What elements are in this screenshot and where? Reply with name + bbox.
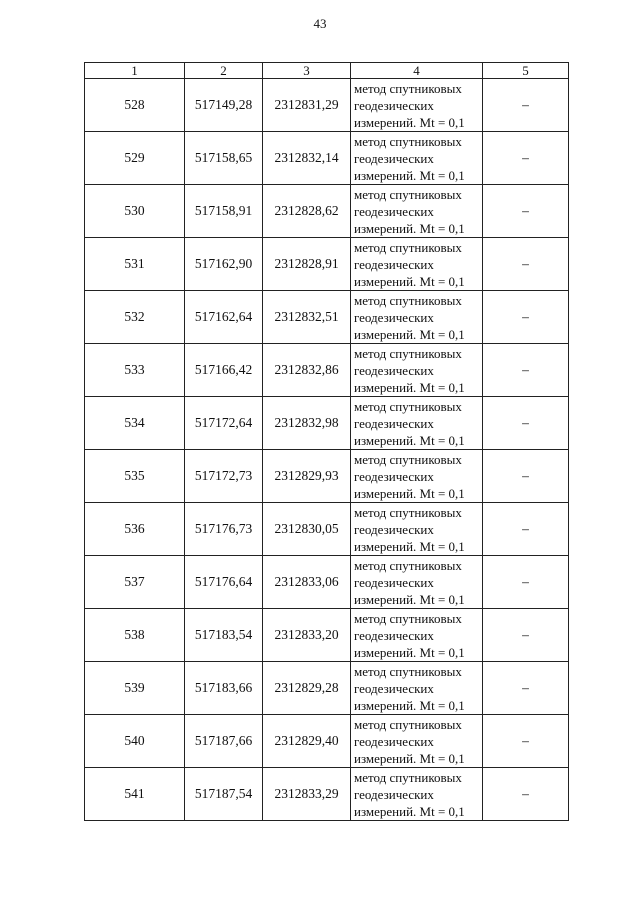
point-cell: 531 (85, 238, 185, 291)
method-text-line: геодезических (354, 627, 434, 643)
coordinates-table (84, 62, 569, 821)
point-cell: 528 (85, 79, 185, 132)
column-header-1: 1 (85, 63, 185, 79)
table-row (85, 132, 569, 185)
table-row (85, 397, 569, 450)
method-text-line: геодезических (354, 97, 434, 113)
point-cell: 538 (85, 609, 185, 662)
method-text-line: измерений. Mt = 0,1 (354, 803, 465, 819)
y-coordinate-cell: 2312832,86 (263, 344, 351, 397)
note-cell: – (483, 609, 569, 662)
page-number: 43 (313, 16, 327, 31)
method-text-line: геодезических (354, 574, 434, 590)
point-cell: 530 (85, 185, 185, 238)
column-header-2: 2 (185, 63, 263, 79)
table-row (85, 662, 569, 715)
note-cell: – (483, 450, 569, 503)
x-coordinate-cell: 517158,65 (185, 132, 263, 185)
x-coordinate-cell: 517162,90 (185, 238, 263, 291)
x-coordinate-cell: 517187,66 (185, 715, 263, 768)
note-cell: – (483, 503, 569, 556)
method-text-line: метод спутниковых (354, 769, 462, 785)
y-coordinate-cell: 2312828,91 (263, 238, 351, 291)
method-text-line: геодезических (354, 468, 434, 484)
table-row (85, 79, 569, 132)
method-text-line: геодезических (354, 203, 434, 219)
method-text-line: метод спутниковых (354, 239, 462, 255)
note-cell: – (483, 344, 569, 397)
method-cell (351, 344, 483, 397)
point-cell: 534 (85, 397, 185, 450)
y-coordinate-cell: 2312830,05 (263, 503, 351, 556)
method-text-line: геодезических (354, 256, 434, 272)
method-cell (351, 503, 483, 556)
point-cell: 529 (85, 132, 185, 185)
table-row (85, 450, 569, 503)
table-row (85, 291, 569, 344)
method-text-line: метод спутниковых (354, 663, 462, 679)
point-cell: 532 (85, 291, 185, 344)
table-header-row (85, 63, 569, 79)
note-cell: – (483, 768, 569, 821)
point-cell: 541 (85, 768, 185, 821)
method-text-line: измерений. Mt = 0,1 (354, 220, 465, 236)
method-text-line: геодезических (354, 362, 434, 378)
method-text-line: геодезических (354, 150, 434, 166)
method-text-line: измерений. Mt = 0,1 (354, 750, 465, 766)
x-coordinate-cell: 517176,64 (185, 556, 263, 609)
x-coordinate-cell: 517172,64 (185, 397, 263, 450)
table-row (85, 344, 569, 397)
method-text-line: метод спутниковых (354, 716, 462, 732)
method-cell (351, 397, 483, 450)
x-coordinate-cell: 517176,73 (185, 503, 263, 556)
note-cell: – (483, 79, 569, 132)
y-coordinate-cell: 2312828,62 (263, 185, 351, 238)
method-cell (351, 238, 483, 291)
note-cell: – (483, 291, 569, 344)
x-coordinate-cell: 517162,64 (185, 291, 263, 344)
method-text-line: измерений. Mt = 0,1 (354, 538, 465, 554)
point-cell: 533 (85, 344, 185, 397)
method-cell (351, 662, 483, 715)
method-text-line: измерений. Mt = 0,1 (354, 485, 465, 501)
table-row (85, 609, 569, 662)
table-row (85, 185, 569, 238)
method-text-line: метод спутниковых (354, 345, 462, 361)
method-text-line: измерений. Mt = 0,1 (354, 167, 465, 183)
column-header-3: 3 (263, 63, 351, 79)
method-text-line: измерений. Mt = 0,1 (354, 591, 465, 607)
method-text-line: метод спутниковых (354, 451, 462, 467)
y-coordinate-cell: 2312832,14 (263, 132, 351, 185)
y-coordinate-cell: 2312831,29 (263, 79, 351, 132)
method-text-line: метод спутниковых (354, 133, 462, 149)
method-text-line: геодезических (354, 680, 434, 696)
method-text-line: метод спутниковых (354, 292, 462, 308)
table-row (85, 503, 569, 556)
x-coordinate-cell: 517187,54 (185, 768, 263, 821)
method-text-line: измерений. Mt = 0,1 (354, 432, 465, 448)
method-text-line: измерений. Mt = 0,1 (354, 273, 465, 289)
y-coordinate-cell: 2312833,29 (263, 768, 351, 821)
method-text-line: измерений. Mt = 0,1 (354, 326, 465, 342)
x-coordinate-cell: 517166,42 (185, 344, 263, 397)
method-text-line: метод спутниковых (354, 504, 462, 520)
table-row (85, 768, 569, 821)
method-text-line: измерений. Mt = 0,1 (354, 114, 465, 130)
x-coordinate-cell: 517149,28 (185, 79, 263, 132)
point-cell: 536 (85, 503, 185, 556)
note-cell: – (483, 662, 569, 715)
method-text-line: метод спутниковых (354, 610, 462, 626)
method-text-line: метод спутниковых (354, 80, 462, 96)
table-row (85, 238, 569, 291)
note-cell: – (483, 185, 569, 238)
table-row (85, 556, 569, 609)
x-coordinate-cell: 517158,91 (185, 185, 263, 238)
note-cell: – (483, 132, 569, 185)
method-cell (351, 609, 483, 662)
note-cell: – (483, 397, 569, 450)
point-cell: 537 (85, 556, 185, 609)
y-coordinate-cell: 2312829,93 (263, 450, 351, 503)
column-header-5: 5 (483, 63, 569, 79)
method-cell (351, 185, 483, 238)
y-coordinate-cell: 2312832,51 (263, 291, 351, 344)
x-coordinate-cell: 517183,54 (185, 609, 263, 662)
method-cell (351, 715, 483, 768)
method-cell (351, 132, 483, 185)
y-coordinate-cell: 2312833,20 (263, 609, 351, 662)
method-text-line: геодезических (354, 786, 434, 802)
note-cell: – (483, 715, 569, 768)
y-coordinate-cell: 2312829,40 (263, 715, 351, 768)
point-cell: 535 (85, 450, 185, 503)
note-cell: – (483, 238, 569, 291)
note-cell: – (483, 556, 569, 609)
method-cell (351, 556, 483, 609)
method-text-line: метод спутниковых (354, 398, 462, 414)
method-text-line: метод спутниковых (354, 557, 462, 573)
method-text-line: измерений. Mt = 0,1 (354, 697, 465, 713)
y-coordinate-cell: 2312833,06 (263, 556, 351, 609)
method-text-line: геодезических (354, 309, 434, 325)
y-coordinate-cell: 2312832,98 (263, 397, 351, 450)
y-coordinate-cell: 2312829,28 (263, 662, 351, 715)
method-text-line: измерений. Mt = 0,1 (354, 644, 465, 660)
method-cell (351, 450, 483, 503)
method-text-line: геодезических (354, 733, 434, 749)
table-row (85, 715, 569, 768)
method-text-line: метод спутниковых (354, 186, 462, 202)
point-cell: 539 (85, 662, 185, 715)
point-cell: 540 (85, 715, 185, 768)
method-text-line: геодезических (354, 415, 434, 431)
method-cell (351, 291, 483, 344)
method-cell (351, 79, 483, 132)
method-cell (351, 768, 483, 821)
column-header-4: 4 (351, 63, 483, 79)
x-coordinate-cell: 517172,73 (185, 450, 263, 503)
method-text-line: геодезических (354, 521, 434, 537)
method-text-line: измерений. Mt = 0,1 (354, 379, 465, 395)
x-coordinate-cell: 517183,66 (185, 662, 263, 715)
